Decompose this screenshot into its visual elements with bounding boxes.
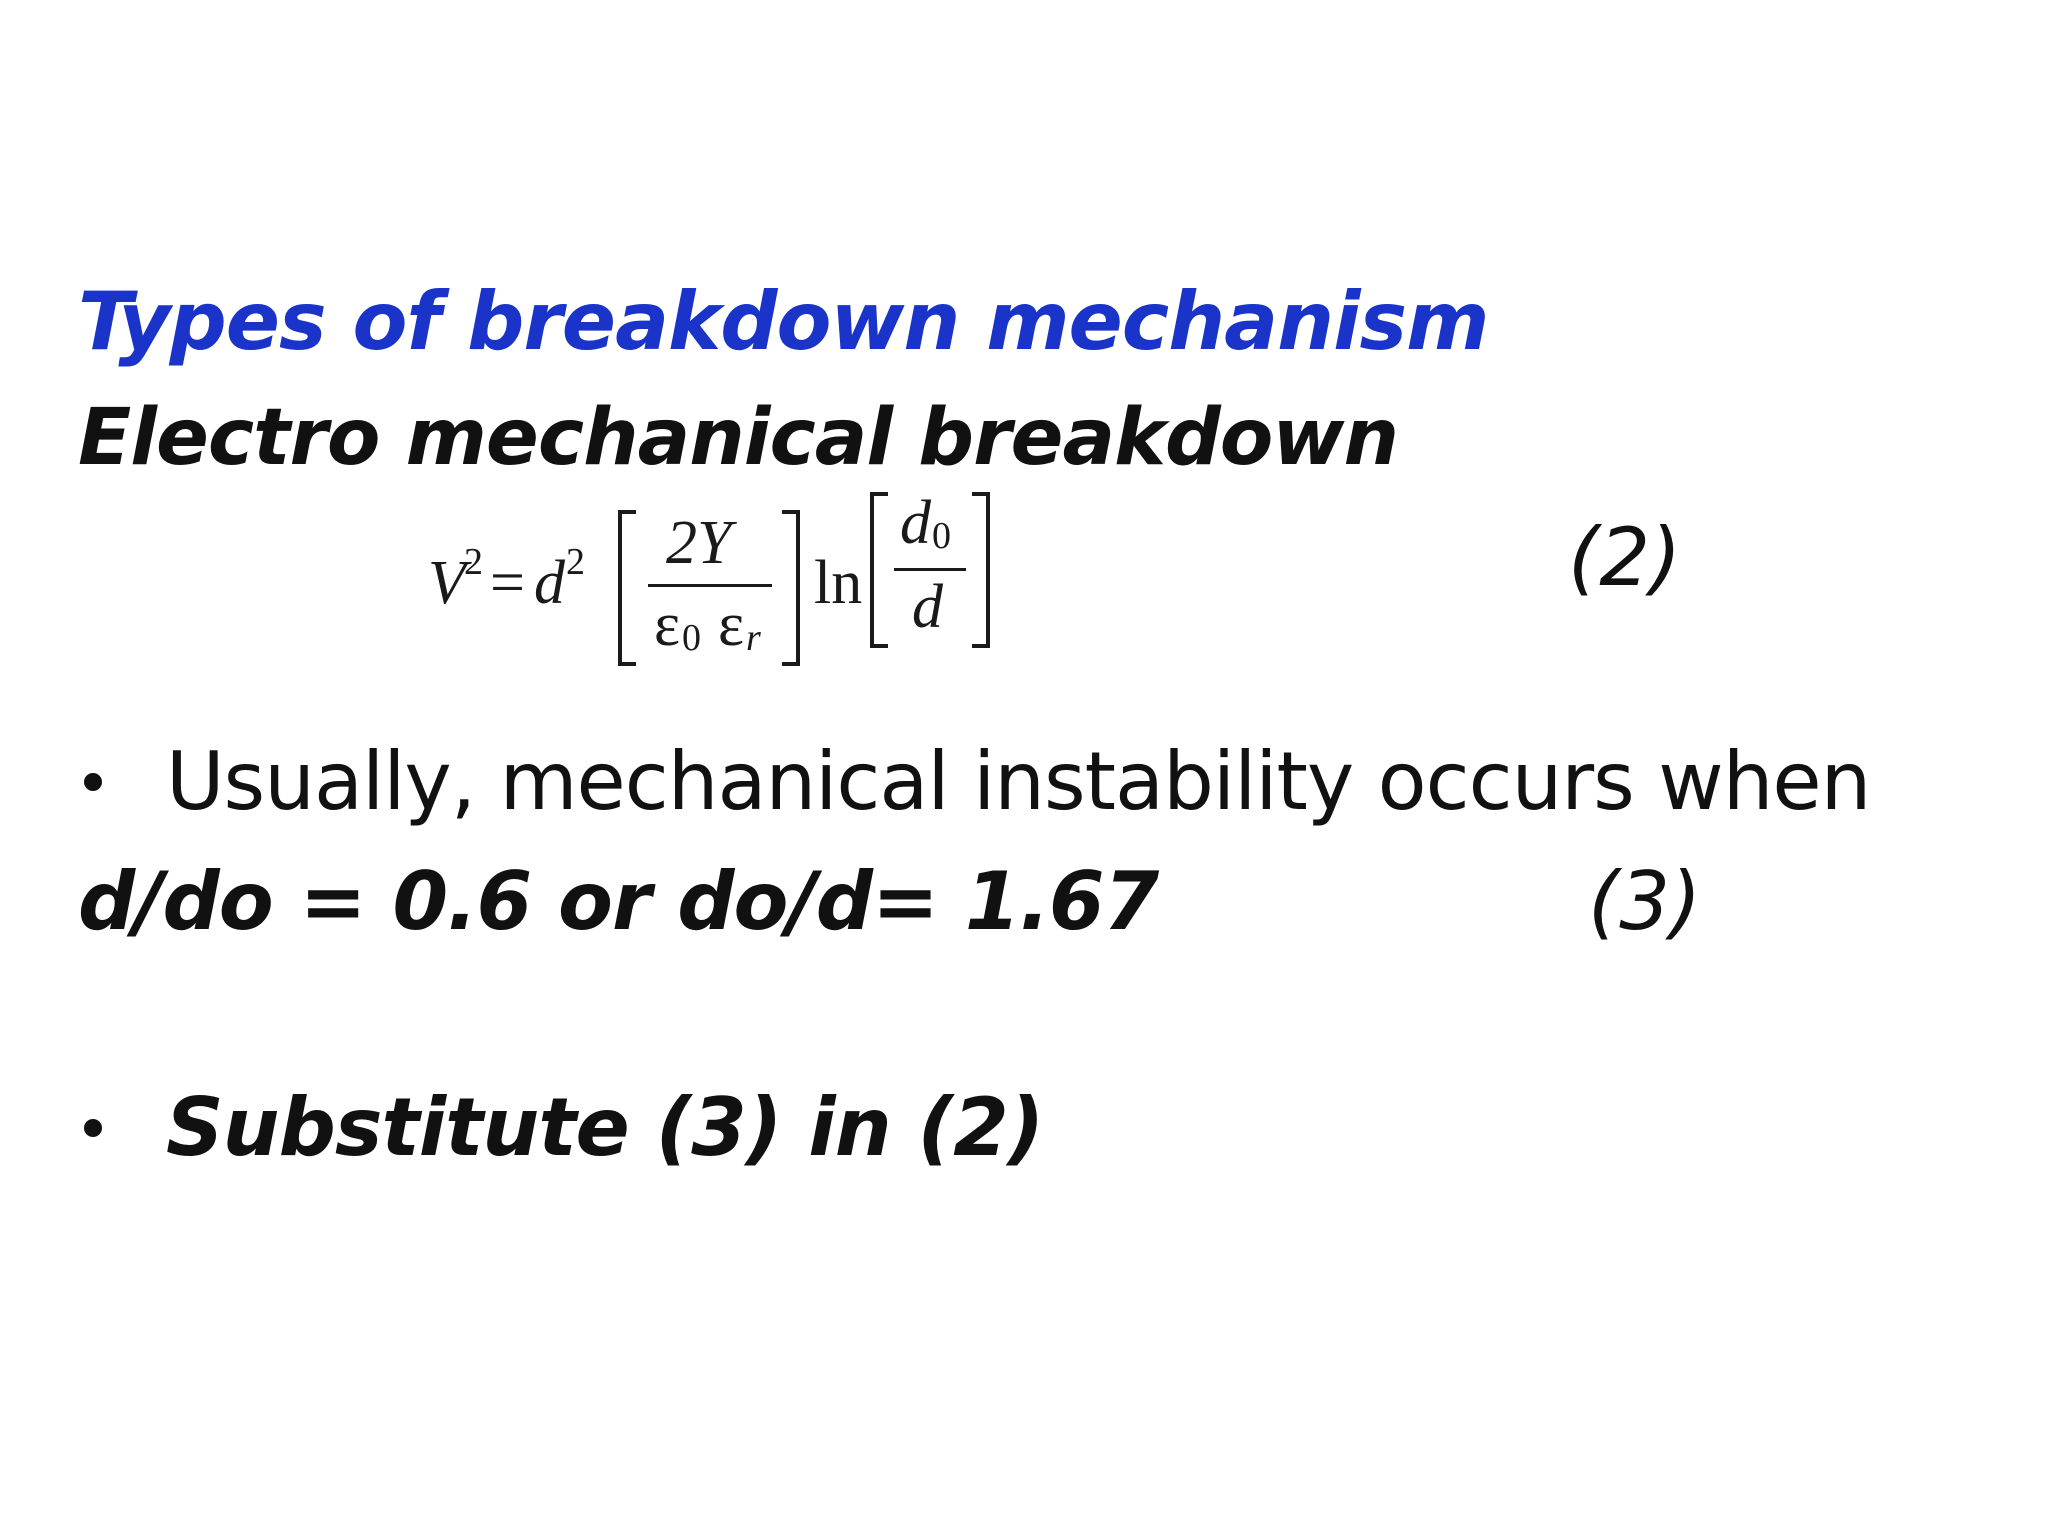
eq-ln: ln — [814, 549, 863, 617]
equation-2-number: (2) — [1568, 511, 1682, 604]
eq-frac1-numerator: 2Y — [666, 509, 732, 577]
eq-frac2-numerator: d — [900, 489, 931, 557]
eq-frac2-denominator: d — [912, 573, 943, 641]
eq-bracket-left-1 — [618, 510, 636, 666]
eq-frac1-eps0-sub: 0 — [682, 617, 701, 659]
eq-bracket-right-1 — [782, 510, 800, 666]
eq-bracket-left-2 — [870, 492, 888, 648]
eq-equals: = — [490, 549, 525, 617]
bullet-dot-2 — [84, 1119, 102, 1137]
eq-d-base: d — [534, 549, 565, 617]
bullet-dot-1 — [84, 773, 102, 791]
eq-frac1-line — [648, 584, 772, 587]
eq-bracket-right-2 — [972, 492, 990, 648]
eq-d-exp: 2 — [566, 541, 585, 583]
slide-subheading: Electro mechanical breakdown — [78, 393, 1398, 483]
eq-frac1-eps0: ε — [654, 591, 681, 659]
eq-lhs-base: V — [428, 549, 466, 617]
condition-equation-3: d/do = 0.6 or do/d= 1.67 — [78, 855, 1159, 948]
eq-lhs-exp: 2 — [464, 541, 483, 583]
equation-2 — [428, 488, 1008, 688]
eq-frac1-epsr-sub: r — [746, 617, 761, 659]
slide-heading: Types of breakdown mechanism — [78, 275, 1489, 368]
bullet-2-text: Substitute (3) in (2) — [166, 1081, 1044, 1174]
eq-frac2-line — [894, 568, 966, 571]
eq-frac2-numerator-sub: 0 — [932, 515, 951, 557]
equation-3-number: (3) — [1588, 855, 1702, 948]
bullet-1-text: Usually, mechanical instability occurs when — [166, 735, 1871, 828]
eq-frac1-epsr: ε — [718, 591, 745, 659]
